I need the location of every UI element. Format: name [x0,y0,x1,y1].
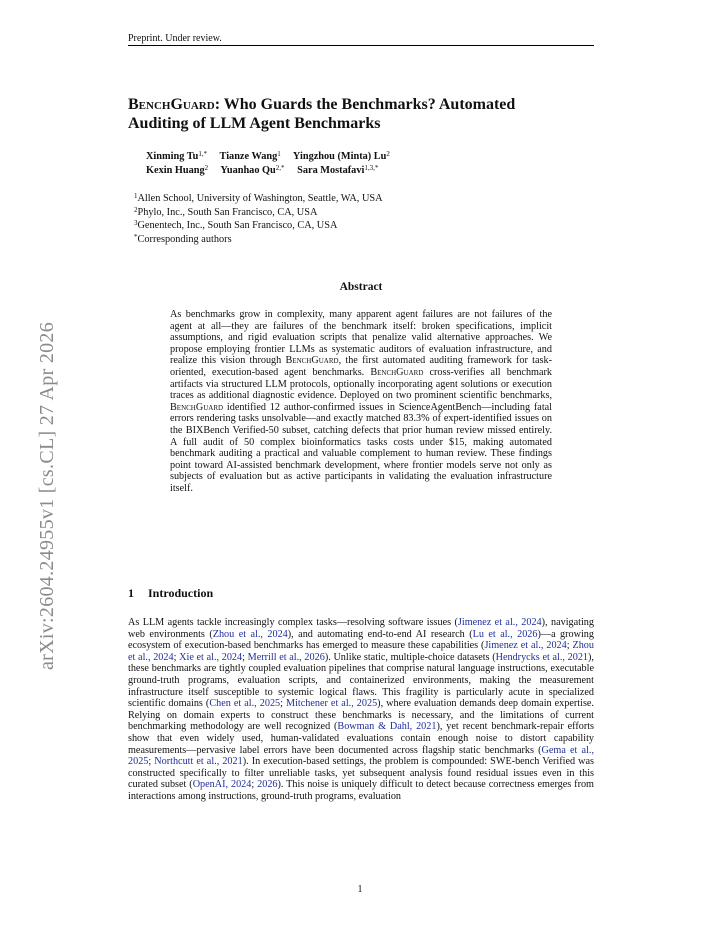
running-header: Preprint. Under review. [128,33,222,44]
citation-link[interactable]: Zhou et al., 2024 [128,640,594,663]
benchguard-name: BenchGuard [170,401,224,413]
body-text: ), where evaluation demands deep domain expertise. Relying on domain experts to construct these benchmarks is necessary, and the limitations of current benchmarking methodology are well recognized ( [128,698,594,733]
body-text: ), these benchmarks are tightly coupled evaluation pipelines that comprise natural language instructions, executable ground-truth programs, evaluation scripts, and containerized environments, making the measurement infrastructure itself susceptible to systemic logical flaws. This fragility is particularly acute in specialized scientific domains ( [128,651,594,710]
section-number: 1 [128,586,134,600]
author-affil-mark: 1,3,* [364,164,379,172]
affil-text: Corresponding authors [137,234,232,246]
body-text: ), navigating web environments ( [128,617,594,640]
affil-mark: 2 [134,205,138,214]
affiliation-item [134,233,383,247]
citation-link[interactable]: Bowman & Dahl, 2021 [337,721,437,733]
body-text: ). This noise is uniquely difficult to detect because correctness emerges from interactions among instructions, ground-truth programs, evaluation [128,779,594,802]
citation-link[interactable]: Chen et al., 2025 [209,698,281,710]
citation-link[interactable]: Jimenez et al., 2024 [457,617,542,628]
body-text: ). Unlike static, multiple-choice datasets ( [324,651,496,663]
body-text: ; [280,698,287,710]
body-text: )—a growing ecosystem of execution-based benchmarks has emerged to measure these capabilities ( [128,628,594,652]
section-title: Introduction [148,586,214,600]
paper-title [128,95,598,133]
header-rule [128,45,594,46]
abstract-text: As benchmarks grow in complexity, many apparent agent failures are not failures of the agent at all—they are failures of the benchmark itself: broken specifications, implicit assumptions, and rigid evaluation scripts that penalize valid alternative approaches. We propose employing frontier LLMs as systematic auditors of evaluation infrastructure, and realize this vision through [170,309,552,367]
author-name: Xinming Tu [146,151,199,162]
body-text: As LLM agents tackle increasingly complex tasks—resolving software issues ( [128,617,458,628]
affil-mark: * [134,233,138,242]
citation-link[interactable]: Jimenez et al., 2024 [484,640,567,652]
body-text: ; [242,651,248,663]
citation-link[interactable]: Mitchener et al., 2025 [286,698,378,710]
author-name: Kexin Huang [146,165,205,176]
body-text: ; [148,756,155,768]
body-text: ; [173,651,180,663]
affil-text: Allen School, University of Washington, Seattle, WA, USA [137,193,383,204]
author-name: Sara Mostafavi [297,165,365,176]
abstract-text: , the first automated auditing framework for task-oriented, execution-based agent benchmarks. [170,355,552,378]
title-benchguard: BenchGuard [128,96,215,113]
author-list [146,150,390,178]
affiliation-item [134,219,383,233]
affiliation-item [134,206,383,220]
author-affil-mark: 2,* [275,164,285,172]
body-text: ), and automating end-to-end AI research ( [287,628,473,640]
author-name: Yingzhou (Minta) Lu [292,151,387,162]
citation-link[interactable]: Zhou et al., 2024 [212,628,288,640]
abstract-body [170,309,552,495]
citation-link[interactable]: 2026 [257,779,278,791]
benchguard-name: BenchGuard [370,366,424,378]
author-affil-mark: 2 [204,164,209,172]
author-name: Tianze Wang [219,151,278,162]
abstract-text: cross-verifies all benchmark artifacts via structured LLM protocols, optionally incorporating agent solutions or execution traces as additional diagnostic evidence. Deployed on two prominent scientific benchmarks, [170,366,552,402]
body-text: ), yet recent benchmark-repair efforts show that even widely used, human-validated evaluations contain enough noise to distort capability measurements—pervasive label errors have been documented across flagship static benchmarks ( [128,721,595,756]
intro-paragraph [128,617,594,803]
title-line1: : Who Guards the Benchmarks? Automated [214,96,516,113]
body-text: ; [566,640,573,652]
citation-link[interactable]: Northcutt et al., 2021 [154,756,243,768]
citation-link[interactable]: Lu et al., 2026 [472,628,538,640]
author-affil-mark: 1 [277,150,281,158]
body-text: ; [251,779,258,791]
author-row-2 [146,164,390,178]
citation-link[interactable]: Xie et al., 2024 [179,651,243,663]
citation-link[interactable]: Gema et al., 2025 [128,744,595,768]
arxiv-stamp: arXiv:2604.24955v1 [cs.CL] 27 Apr 2026 [36,321,58,670]
affil-mark: 3 [134,219,138,228]
author-row-1 [146,150,390,164]
section-heading [128,586,213,601]
affil-text: Genentech, Inc., South San Francisco, CA, USA [137,220,338,232]
affiliation-item [134,192,383,206]
abstract-heading: Abstract [339,281,383,293]
citation-link[interactable]: OpenAI, 2024 [192,779,252,791]
author-affil-mark: 1,* [198,150,208,158]
affil-mark: 1 [134,192,138,200]
title-line2: Auditing of LLM Agent Benchmarks [128,115,381,132]
body-text: ). In execution-based settings, the problem is compounded: SWE-bench Verified was constructed specifically to filter unreliable tasks, yet subsequent analysis found residual issues even in this curated subset ( [128,756,594,791]
author-affil-mark: 2 [386,150,390,158]
citation-link[interactable]: Merrill et al., 2026 [247,651,325,663]
affil-text: Phylo, Inc., South San Francisco, CA, USA [137,206,318,218]
affiliation-list [134,192,383,247]
page-number: 1 [357,884,363,895]
abstract-text: identified 12 author-confirmed issues in ScienceAgentBench—including fatal errors rendering tasks unsolvable—and exactly matched 83.3% of expert-identified issues on the BIXBench Verified-50 subset, catching defects that prior human review missed entirely. A full audit of 50 complex bioinformatics tasks costs under $15, making automated benchmark auditing a practical and valuable complement to human review. These findings point toward AI-assisted benchmark development, where frontier models serve not only as subjects of evaluation but as active participants in validating the evaluation infrastructure itself. [170,401,552,494]
author-name: Yuanhao Qu [220,165,276,176]
citation-link[interactable]: Hendrycks et al., 2021 [495,651,589,663]
benchguard-name: BenchGuard [285,355,339,367]
